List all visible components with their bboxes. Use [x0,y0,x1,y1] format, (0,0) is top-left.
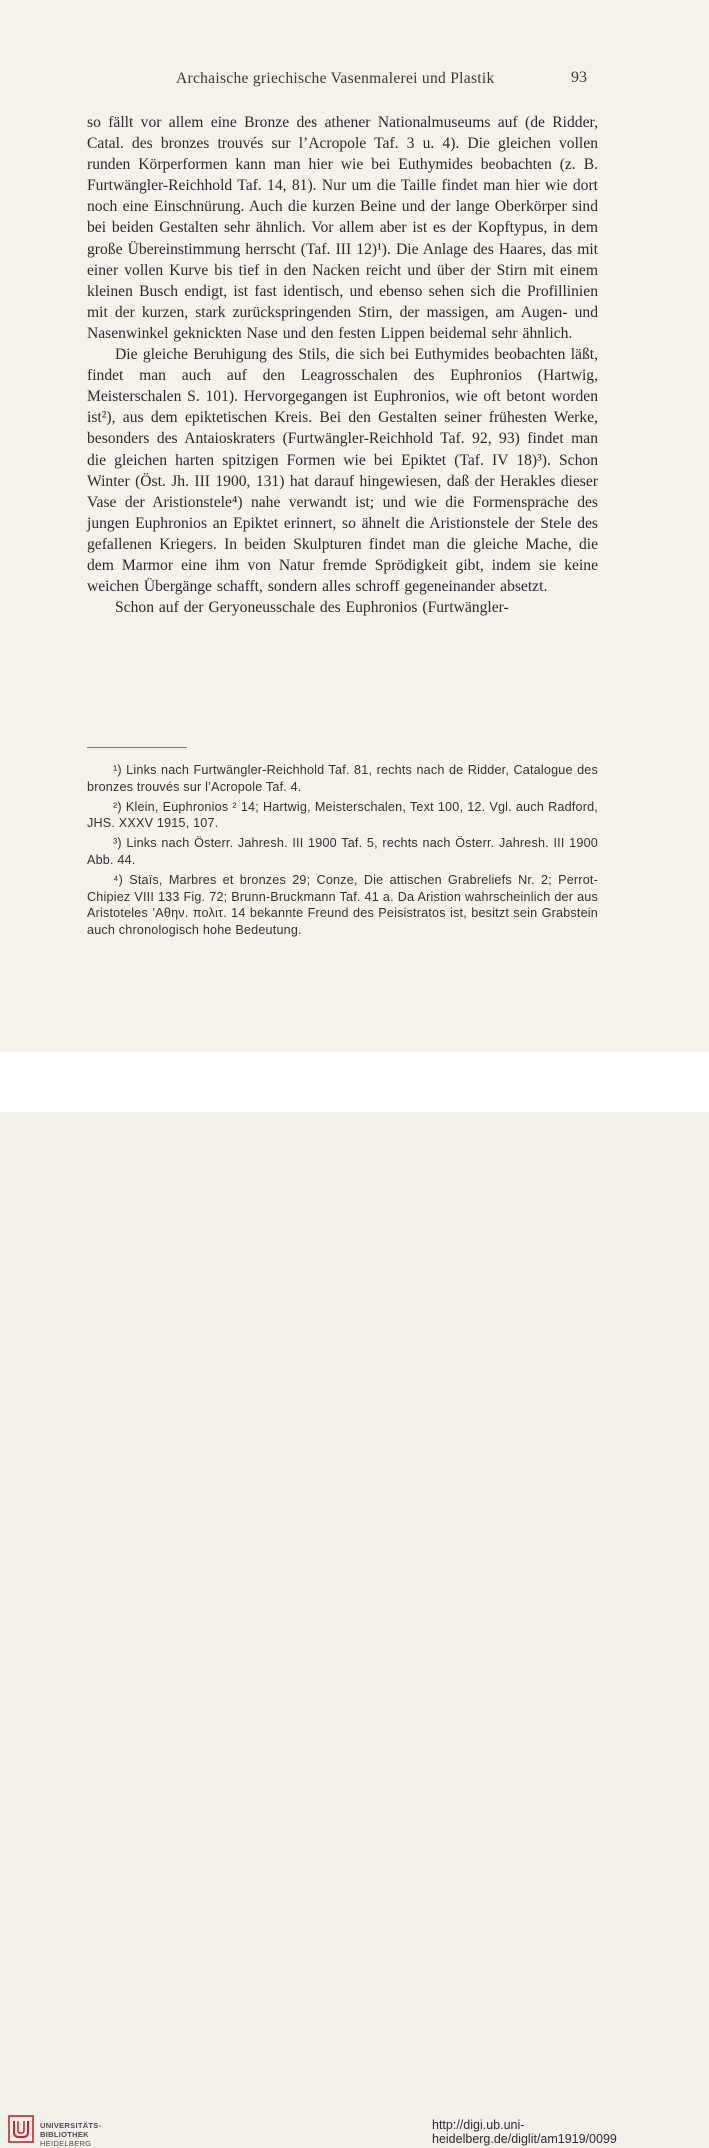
footnotes [87,762,598,942]
main-text [87,112,598,618]
footnote: ²) Klein, Euphronios ² 14; Hartwig, Meisterschalen, Text 100, 12. Vgl. auch Radford, JHS. XXXV 1915, 107. [87,799,598,831]
book-page [0,0,709,1052]
paragraph: so fällt vor allem eine Bronze des athener Nationalmuseums auf (de Ridder, Catal. des bronzes trouvés sur l’Acropole Taf. 3 u. 4). Die gleichen vollen runden Körperformen kann man hier wie bei Euthymides beobachten (z. B. Furtwängler-Reichhold Taf. 14, 81). Nur um die Taille findet man hier wie dort noch eine Einschnürung. Auch die kurzen Beine und der lange Oberkörper sind bei beiden Gestalten sehr ähnlich. Vor allem aber ist es der Kopftypus, in dem große Übereinstimmung herrscht (Taf. III 12)¹). Die Anlage des Haares, das mit einer vollen Kurve bis tief in den Nacken reicht und über der Stirn mit einem kleinen Busch endigt, ist fast identisch, und ebenso sehen sich die Profillinien mit der kurzen, stark zurückspringenden Stirn, der massigen, am Augen- und Nasenwinkel geknickten Nase und den festen Lippen beidemal sehr ähnlich. [87,114,598,342]
footnote: ³) Links nach Österr. Jahresh. III 1900 Taf. 5, rechts nach Österr. Jahresh. III 1900 Abb. 44. [87,836,598,867]
library-name: UNIVERSITÄTS- BIBLIOTHEK HEIDELBERG [40,2121,102,2148]
running-title: Archaische griechische Vasenmalerei und Plastik [176,70,495,87]
footnote-divider [87,747,187,748]
footnote: ⁴) Staïs, Marbres et bronzes 29; Conze, Die attischen Grabreliefs Nr. 2; Perrot-Chipiez VIII 133 Fig. 72; Brunn-Bruckmann Taf. 41 a. Da Aristion wahrscheinlich der aus Aristoteles ’Αθην. πολιτ. 14 bekannte Freund des Peisistratos ist, besitzt sein Grabstein auch chronologisch hohe Bedeutung. [87,872,598,938]
paragraph: Schon auf der Geryoneusschale des Euphronios (Furtwängler- [115,599,509,617]
ub-heidelberg-logo-icon[interactable] [8,2115,34,2143]
paragraph: Die gleiche Beruhigung des Stils, die sich bei Euthymides beobachten läßt, findet man auch auf den Leagrosschalen des Euphronios (Hartwig, Meisterschalen S. 101). Hervorgegangen ist Euphronios, wie oft betont worden ist²), aus dem epiktetischen Kreis. Bei den Gestalten seiner frühesten Werke, besonders des Antaioskraters (Furtwängler-Reichhold Taf. 92, 93) findet man die gleichen harten spitzigen Formen wie bei Epiktet (Taf. IV 18)³). Schon Winter (Öst. Jh. III 1900, 131) hat darauf hingewiesen, daß der Herakles dieser Vase der Aristionstele⁴) nahe verwandt ist; und wie die Formensprache des jungen Euphronios an Epiktet erinnert, so ähnelt die Aristionstele der Stele des gefallenen Kriegers. In beiden Skulpturen findet man die gleiche Mache, die dem Marmor eine ihm von Natur fremde Sprödigkeit gibt, indem sie keine weichen Übergänge schafft, sondern alles schroff gegeneinander absetzt. [87,346,598,596]
viewer-footer [0,1052,709,2148]
footnote: ¹) Links nach Furtwängler-Reichhold Taf. 81, rechts nach de Ridder, Catalogue des bronzes trouvés sur l’Acropole Taf. 4. [87,763,598,794]
page-number: 93 [571,69,587,86]
source-url-link[interactable]: http://digi.ub.uni-heidelberg.de/diglit/am1919/0099 [432,2118,617,2146]
